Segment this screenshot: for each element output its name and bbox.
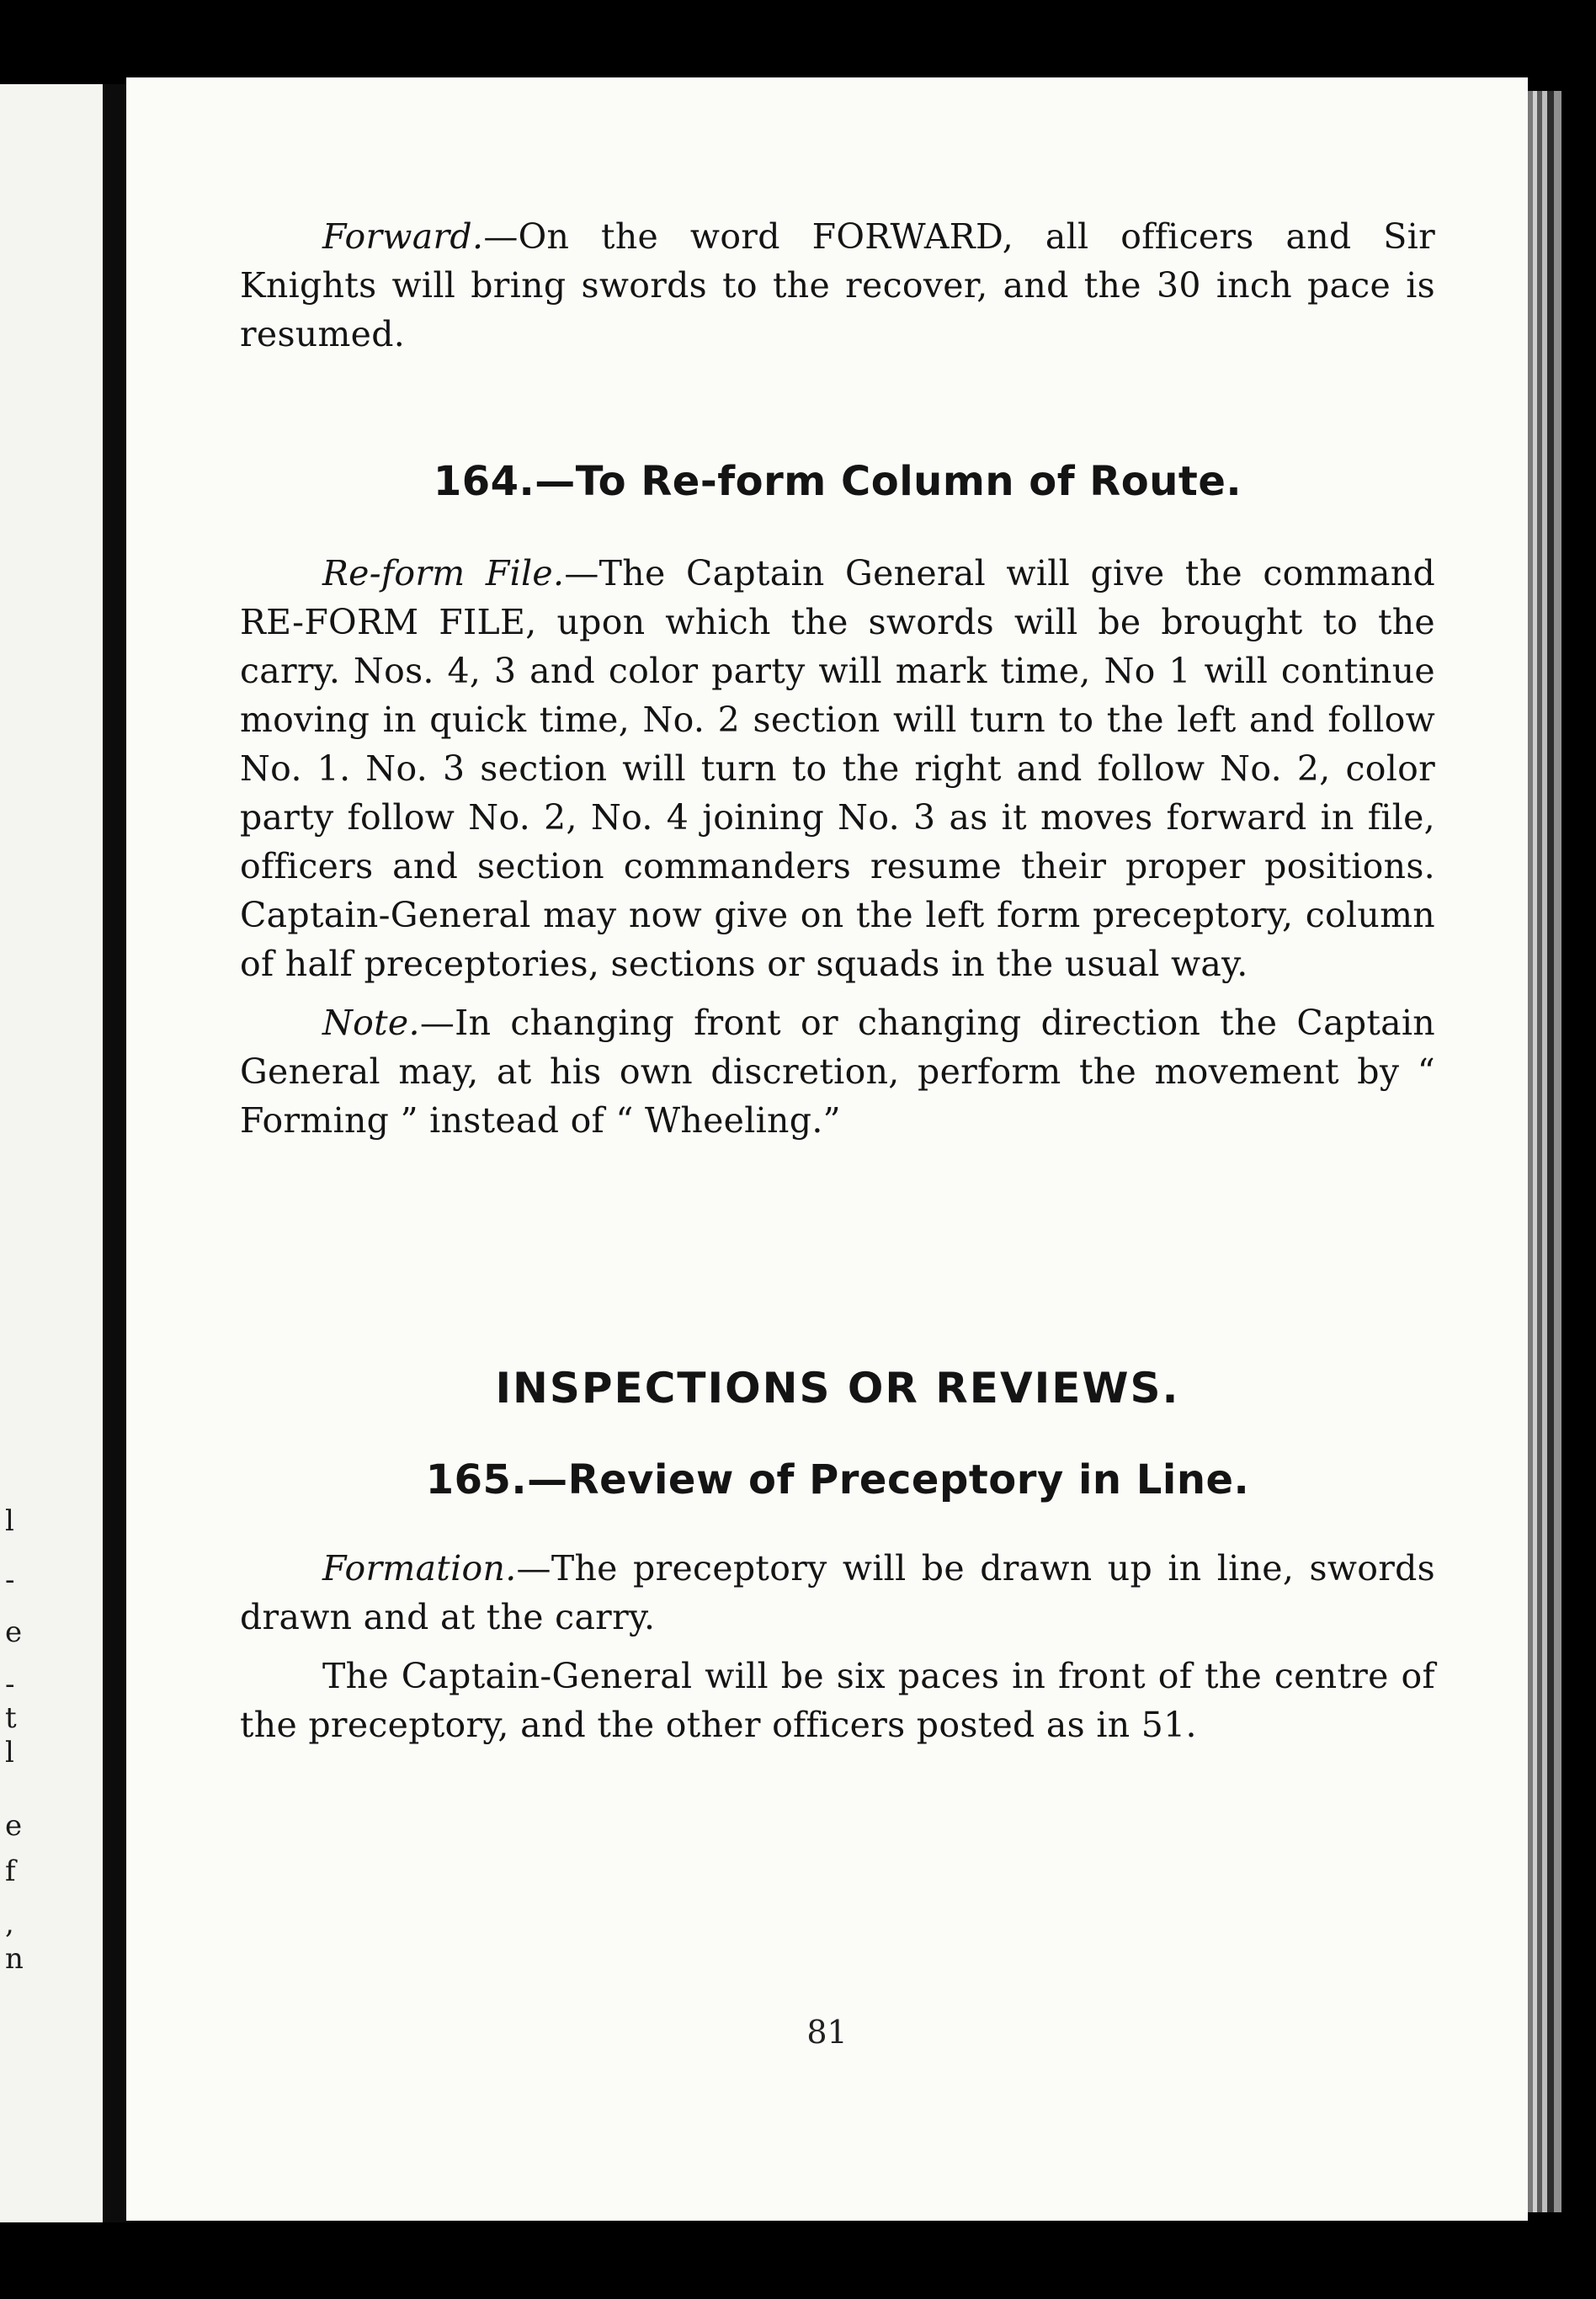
- paragraph-lead: Formation.: [322, 1548, 517, 1589]
- paragraph-forward: [240, 212, 1435, 359]
- left-page-fragment: ,: [5, 1907, 14, 1940]
- paragraph-text: —The preceptory will be drawn up in line, swords drawn and at the carry.: [240, 1548, 1435, 1637]
- left-page-fragment: l: [5, 1736, 14, 1769]
- paragraph-text: —The Captain General will give the command RE-FORM FILE, upon which the swords will be brought to the carry. Nos. 4, 3 and color party will mark time, No 1 will continue moving in quick time, No. 2 section will turn to the left and follow No. 1. No. 3 section will turn to the right and follow No. 2, color party follow No. 2, No. 4 joining No. 3 as it moves forward in file, officers and section commanders resume their proper positions. Captain-General may now give on the left form preceptory, column of half preceptories, sections or squads in the usual way.: [240, 553, 1435, 984]
- paragraph-text: —In changing front or changing direction the Captain General may, at his own discretion, perform the movement by “ Forming ” instead of “ Wheeling.”: [240, 1003, 1435, 1141]
- page-number: 81: [806, 2014, 848, 2051]
- section-heading-165: 165.—Review of Preceptory in Line.: [425, 1456, 1250, 1503]
- left-page-fragment: l: [5, 1504, 14, 1538]
- paragraph-reform-file: [240, 549, 1435, 988]
- left-page-fragment: f: [5, 1855, 16, 1888]
- paragraph-lead: Forward.: [322, 216, 484, 257]
- page-edge-stack: [1528, 91, 1561, 2212]
- section-heading-164: 164.—To Re-form Column of Route.: [433, 458, 1242, 505]
- page-content: [240, 212, 1435, 1749]
- major-heading: INSPECTIONS OR REVIEWS.: [495, 1364, 1180, 1413]
- paragraph-lead: Re-form File.: [322, 553, 565, 593]
- paragraph-captain-general: The Captain-General will be six paces in front of the centre of the preceptory, and the other officers posted as in 51.: [240, 1656, 1435, 1745]
- left-page-fragment: -: [5, 1668, 15, 1701]
- paragraph-lead: Note.: [322, 1003, 420, 1043]
- paragraph-formation: [240, 1544, 1435, 1642]
- left-page-fragment: -: [5, 1563, 15, 1597]
- paragraph-text: —On the word FORWARD, all officers and Sir Knights will bring swords to the recover, and the 30 inch pace is resumed.: [240, 216, 1435, 354]
- left-page-fragment: t: [5, 1701, 17, 1735]
- left-page-fragment: e: [5, 1809, 23, 1843]
- left-page-fragment: e: [5, 1615, 23, 1649]
- book-page: [126, 77, 1528, 2221]
- paragraph-note: [240, 998, 1435, 1145]
- previous-page-edge: [0, 84, 103, 2222]
- left-page-fragment: n: [5, 1942, 24, 1976]
